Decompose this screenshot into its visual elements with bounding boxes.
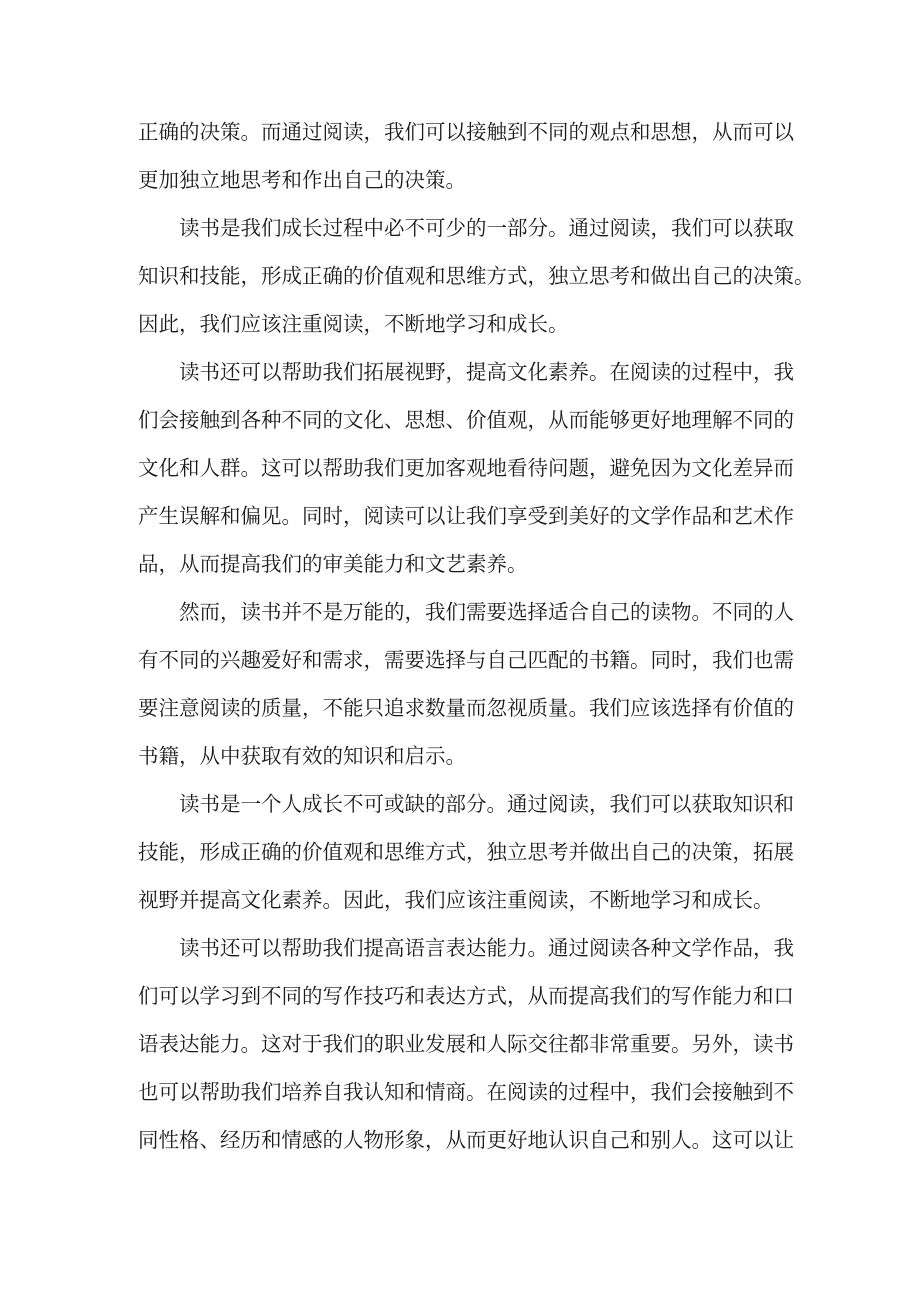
text-line: 书籍，从中获取有效的知识和启示。 [138, 744, 466, 768]
text-line: 们会接触到各种不同的文化、思想、价值观，从而能够更好地理解不同的 [138, 408, 794, 432]
text-line: 然而，读书并不是万能的，我们需要选择适合自己的读物。不同的人 [179, 600, 794, 624]
text-line: 品，从而提高我们的审美能力和文艺素养。 [138, 552, 528, 576]
text-line: 有不同的兴趣爱好和需求，需要选择与自己匹配的书籍。同时，我们也需 [138, 648, 794, 672]
text-line: 同性格、经历和情感的人物形象，从而更好地认识自己和别人。这可以让 [138, 1128, 794, 1152]
document-body [138, 108, 815, 1164]
text-line: 技能，形成正确的价值观和思维方式，独立思考并做出自己的决策，拓展 [138, 840, 794, 864]
text-line: 更加独立地思考和作出自己的决策。 [138, 168, 466, 192]
text-line: 读书是我们成长过程中必不可少的一部分。通过阅读，我们可以获取 [179, 216, 794, 240]
text-line: 知识和技能，形成正确的价值观和思维方式，独立思考和做出自己的决策。 [138, 264, 815, 288]
text-line: 因此，我们应该注重阅读，不断地学习和成长。 [138, 312, 569, 336]
text-line: 文化和人群。这可以帮助我们更加客观地看待问题，避免因为文化差异而 [138, 456, 794, 480]
text-line: 读书是一个人成长不可或缺的部分。通过阅读，我们可以获取知识和 [179, 792, 794, 816]
text-line: 要注意阅读的质量，不能只追求数量而忽视质量。我们应该选择有价值的 [138, 696, 794, 720]
text-line: 正确的决策。而通过阅读，我们可以接触到不同的观点和思想，从而可以 [138, 120, 794, 144]
text-line: 读书还可以帮助我们提高语言表达能力。通过阅读各种文学作品，我 [179, 936, 794, 960]
text-line: 语表达能力。这对于我们的职业发展和人际交往都非常重要。另外，读书 [138, 1032, 794, 1056]
text-line: 读书还可以帮助我们拓展视野，提高文化素养。在阅读的过程中，我 [179, 360, 794, 384]
text-line: 视野并提高文化素养。因此，我们应该注重阅读，不断地学习和成长。 [138, 888, 774, 912]
text-line: 产生误解和偏见。同时，阅读可以让我们享受到美好的文学作品和艺术作 [138, 504, 794, 528]
text-line: 也可以帮助我们培养自我认知和情商。在阅读的过程中，我们会接触到不 [138, 1080, 794, 1104]
text-line: 们可以学习到不同的写作技巧和表达方式，从而提高我们的写作能力和口 [138, 984, 794, 1008]
